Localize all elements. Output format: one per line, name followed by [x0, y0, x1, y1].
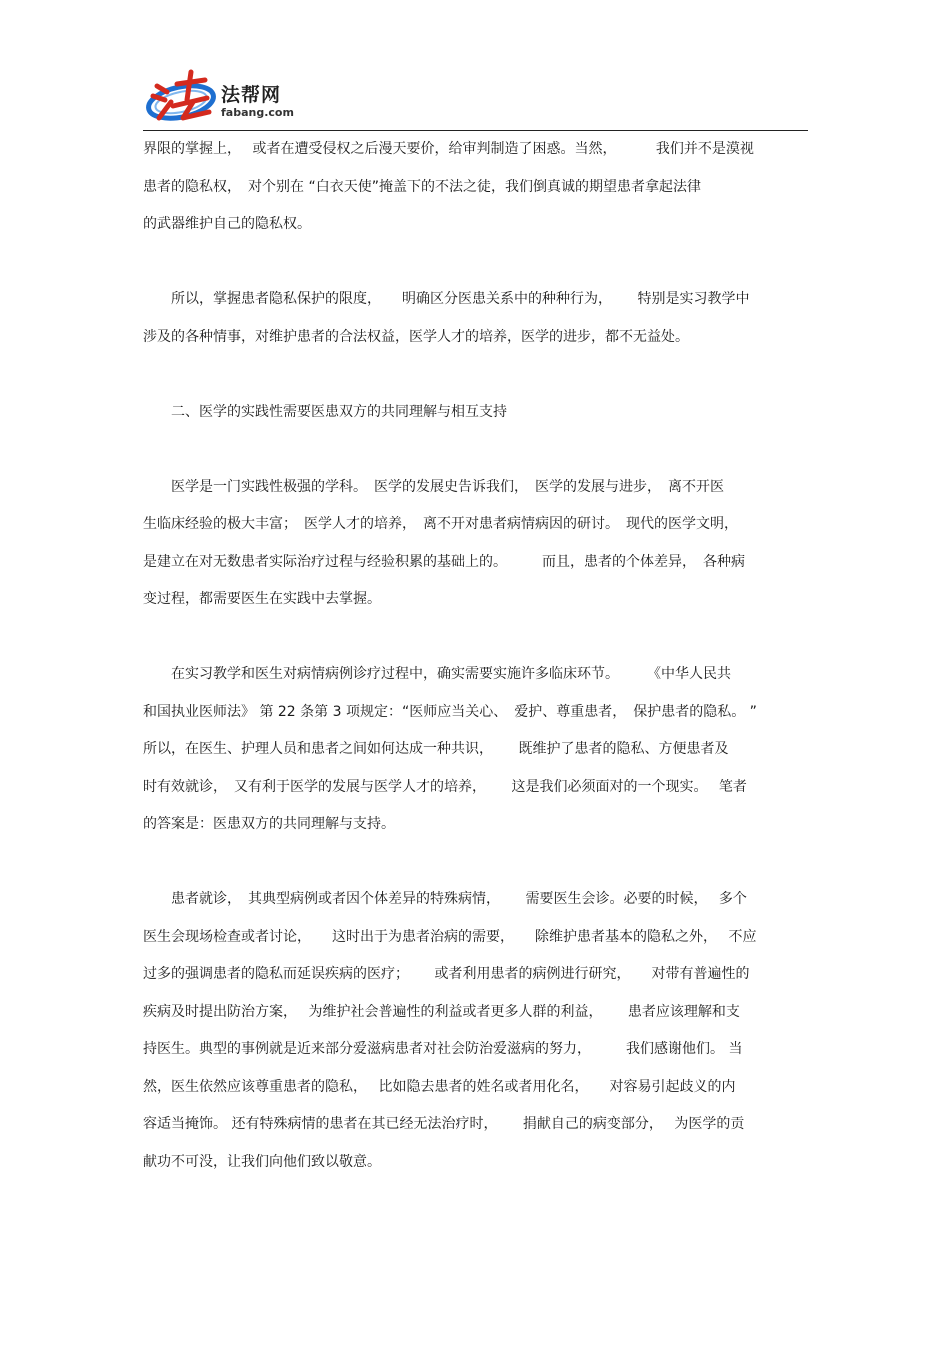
paragraph-gap: [143, 356, 808, 394]
logo-domain: fabang.com: [221, 106, 294, 119]
paragraph-privacy-limits: [143, 281, 808, 356]
article-body: [143, 131, 808, 1181]
paragraph-gap: [143, 844, 808, 882]
paragraph-gap: [143, 431, 808, 469]
paragraph-gap: [143, 244, 808, 282]
section-heading-text: 二、医学的实践性需要医患双方的共同理解与相互支持: [143, 403, 507, 420]
text-line: 医学是一门实践性极强的学科。 医学的发展史告诉我们， 医学的发展与进步， 离不开医: [143, 478, 724, 495]
fabang-logo[interactable]: [143, 66, 313, 128]
logo-site-name: 法帮网: [221, 84, 282, 106]
text-line: 的武器维护自己的隐私权。: [143, 216, 311, 232]
text-line: 医生会现场检查或者讨论， 这时出于为患者治病的需要， 除维护患者基本的隐私之外， 不应: [143, 928, 757, 945]
section-heading: [143, 394, 808, 432]
page-header: [143, 66, 808, 131]
paragraph-medical-practice: [143, 469, 808, 619]
text-line: 然，医生依然应该尊重患者的隐私， 比如隐去患者的姓名或者用化名， 对容易引起歧义的内: [143, 1078, 736, 1095]
text-line: 献功不可没，让我们向他们致以敬意。: [143, 1153, 381, 1170]
text-line: 过多的强调患者的隐私而延误疾病的医疗； 或者利用患者的病例进行研究， 对带有普遍性的: [143, 966, 750, 982]
text-line: 患者就诊， 其典型病例或者因个体差异的特殊病情， 需要医生会诊。必要的时候， 多个: [143, 891, 747, 907]
text-line: 和国执业医师法》 第 22 条第 3 项规定：“医师应当关心、 爱护、尊重患者， 保护患者的隐私。 ”: [143, 703, 757, 720]
text-line: 的答案是：医患双方的共同理解与支持。: [143, 816, 395, 832]
text-line: 容适当掩饰。 还有特殊病情的患者在其已经无法治疗时， 捐献自己的病变部分， 为医学的贡: [143, 1116, 745, 1132]
text-line: 变过程，都需要医生在实践中去掌握。: [143, 591, 381, 607]
text-line: 所以，在医生、护理人员和患者之间如何达成一种共识， 既维护了患者的隐私、方便患者及: [143, 741, 729, 757]
fabang-logo-mark-icon: [143, 66, 223, 128]
text-line: 持医生。典型的事例就是近来部分爱滋病患者对社会防治爱滋病的努力， 我们感谢他们。 当: [143, 1041, 743, 1057]
text-line: 患者的隐私权， 对个别在 “白衣天使”掩盖下的不法之徒，我们倒真诚的期望患者拿起法律: [143, 178, 701, 195]
text-line: 时有效就诊， 又有利于医学的发展与医学人才的培养， 这是我们必须面对的一个现实。 笔者: [143, 778, 747, 795]
paragraph-gap: [143, 619, 808, 657]
text-line: 涉及的各种情事，对维护患者的合法权益，医学人才的培养，医学的进步，都不无益处。: [143, 328, 689, 345]
text-line: 是建立在对无数患者实际治疗过程与经验积累的基础上的。 而且，患者的个体差异， 各种病: [143, 553, 745, 570]
paragraph-consultation: [143, 881, 808, 1181]
text-line: 疾病及时提出防治方案， 为维护社会普遍性的利益或者更多人群的利益， 患者应该理解和支: [143, 1003, 740, 1020]
text-line: 在实习教学和医生对病情病例诊疗过程中，确实需要实施许多临床环节。 《中华人民共: [143, 666, 731, 682]
text-line: 生临床经验的极大丰富； 医学人才的培养， 离不开对患者病情病因的研讨。 现代的医学文明，: [143, 516, 738, 532]
text-line: 所以，掌握患者隐私保护的限度， 明确区分医患关系中的种种行为， 特别是实习教学中: [143, 291, 750, 307]
text-line: 界限的掌握上， 或者在遭受侵权之后漫天要价，给审判制造了困惑。当然， 我们并不是漠视: [143, 141, 754, 157]
paragraph-physician-law: [143, 656, 808, 844]
paragraph-privacy-intro: [143, 131, 808, 244]
